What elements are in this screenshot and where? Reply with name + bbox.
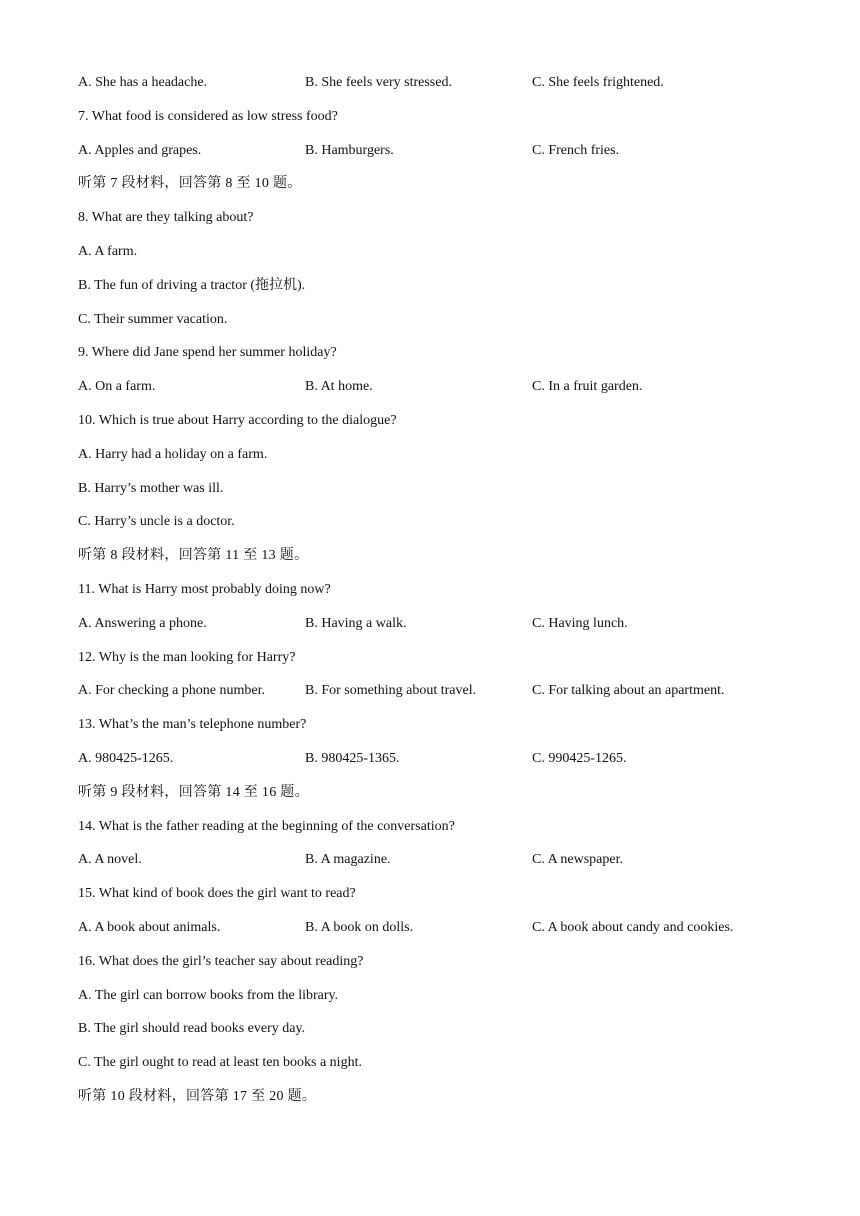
q11-option-b: B. Having a walk. xyxy=(305,616,407,631)
q13-option-c: C. 990425-1265. xyxy=(532,751,627,766)
q13-question: 13. What’s the man’s telephone number? xyxy=(78,717,307,732)
q16-question: 16. What does the girl’s teacher say about reading? xyxy=(78,954,364,969)
q11-option-a: A. Answering a phone. xyxy=(78,616,207,631)
q6-option-a: A. She has a headache. xyxy=(78,75,208,90)
section-8-instruction: 听第 8 段材料，回答第 11 至 13 题。 xyxy=(78,548,309,563)
q13-option-a: A. 980425-1265. xyxy=(78,751,174,766)
q9-question: 9. Where did Jane spend her summer holiday? xyxy=(78,345,337,360)
q15-option-a: A. A book about animals. xyxy=(78,920,221,935)
q15-option-b: B. A book on dolls. xyxy=(305,920,414,935)
q12-question: 12. Why is the man looking for Harry? xyxy=(78,650,296,665)
q12-option-c: C. For talking about an apartment. xyxy=(532,683,725,698)
q10-option-b: B. Harry’s mother was ill. xyxy=(78,481,224,496)
section-7-instruction: 听第 7 段材料，回答第 8 至 10 题。 xyxy=(78,176,302,191)
q9-option-b: B. At home. xyxy=(305,379,373,394)
q16-option-b: B. The girl should read books every day. xyxy=(78,1021,306,1036)
q14-option-b: B. A magazine. xyxy=(305,852,391,867)
q10-option-c: C. Harry’s uncle is a doctor. xyxy=(78,514,235,529)
q16-option-a: A. The girl can borrow books from the library. xyxy=(78,988,339,1003)
q14-question: 14. What is the father reading at the beginning of the conversation? xyxy=(78,819,455,834)
q10-option-a: A. Harry had a holiday on a farm. xyxy=(78,447,268,462)
q8-option-c: C. Their summer vacation. xyxy=(78,312,228,327)
q16-option-c: C. The girl ought to read at least ten books a night. xyxy=(78,1055,362,1070)
q11-option-c: C. Having lunch. xyxy=(532,616,628,631)
q6-option-c: C. She feels frightened. xyxy=(532,75,664,90)
q14-option-a: A. A novel. xyxy=(78,852,142,867)
q8-option-a: A. A farm. xyxy=(78,244,138,259)
q12-option-a: A. For checking a phone number. xyxy=(78,683,266,698)
q7-option-a: A. Apples and grapes. xyxy=(78,143,202,158)
q7-option-b: B. Hamburgers. xyxy=(305,143,394,158)
section-9-instruction: 听第 9 段材料，回答第 14 至 16 题。 xyxy=(78,785,309,800)
q10-question: 10. Which is true about Harry according to the dialogue? xyxy=(78,413,397,428)
q8-option-b: B. The fun of driving a tractor (拖拉机). xyxy=(78,278,306,293)
q11-question: 11. What is Harry most probably doing now? xyxy=(78,582,331,597)
q6-option-b: B. She feels very stressed. xyxy=(305,75,452,90)
q12-option-b: B. For something about travel. xyxy=(305,683,477,698)
q8-question: 8. What are they talking about? xyxy=(78,210,254,225)
q15-option-c: C. A book about candy and cookies. xyxy=(532,920,734,935)
q14-option-c: C. A newspaper. xyxy=(532,852,623,867)
section-10-instruction: 听第 10 段材料，回答第 17 至 20 题。 xyxy=(78,1089,317,1104)
q9-option-c: C. In a fruit garden. xyxy=(532,379,643,394)
q15-question: 15. What kind of book does the girl want to read? xyxy=(78,886,356,901)
q9-option-a: A. On a farm. xyxy=(78,379,156,394)
q13-option-b: B. 980425-1365. xyxy=(305,751,400,766)
q7-option-c: C. French fries. xyxy=(532,143,620,158)
q7-question: 7. What food is considered as low stress food? xyxy=(78,109,338,124)
